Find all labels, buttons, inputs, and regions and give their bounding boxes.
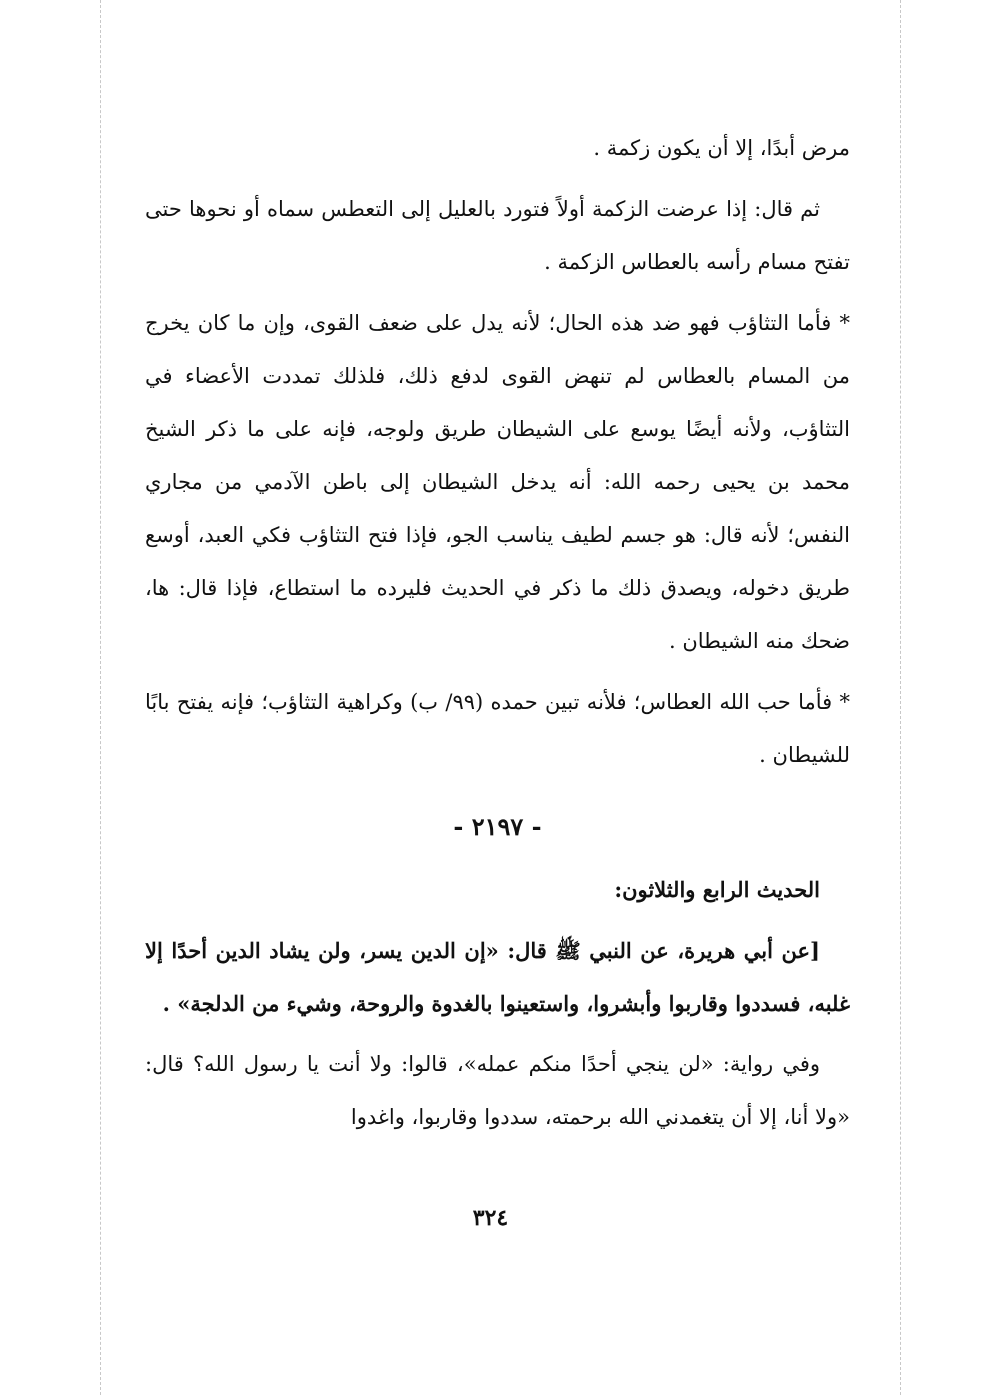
- margin-guide-left: [100, 0, 101, 1395]
- page-number: ٣٢٤: [472, 1205, 509, 1231]
- hadith-riwaya: وفي رواية: «لن ينجي أحدًا منكم عمله»، قالوا: ولا أنت يا رسول الله؟ قال: «ولا أنا، إلا أن يتغمدني الله برحمته، سددوا وقاربوا، واغدوا: [145, 1052, 850, 1129]
- body-text: [145, 122, 850, 1152]
- paragraph-2: ثم قال: إذا عرضت الزكمة أولاً فتورد بالعليل إلى التعطس سماه أو نحوها حتى تفتح مسام رأسه بالعطاس الزكمة .: [145, 197, 850, 274]
- hadith-number: - ٢١٩٧ -: [453, 812, 542, 841]
- section-title: الحديث الرابع والثلاثون:: [614, 877, 820, 902]
- hadith-text: [عن أبي هريرة، عن النبي ﷺ قال: «إن الدين يسر، ولن يشاد الدين أحدًا إلا غلبه، فسددوا وقاربوا وأبشروا، واستعينوا بالغدوة والروحة، وشيء من الدلجة» .: [145, 938, 850, 1016]
- paragraph-3: * فأما التثاؤب فهو ضد هذه الحال؛ لأنه يدل على ضعف القوى، وإن ما كان يخرج من المسام بالعطاس لم تنهض القوى لدفع ذلك، فلذلك تمددت الأعضاء في التثاؤب، ولأنه أيضًا يوسع على الشيطان طريق ولوجه، فإنه على ما ذكر الشيخ محمد بن يحيى رحمه الله: أنه يدخل الشيطان إلى باطن الآدمي من مجاري النفس؛ لأنه قال: هو جسم لطيف يناسب الجو، فإذا فتح التثاؤب فكي العبد، أوسع طريق دخوله، ويصدق ذلك ما ذكر في الحديث فليرده ما استطاع، فإذا قال: ها، ضحك منه الشيطان .: [145, 311, 850, 653]
- margin-guide-right: [900, 0, 901, 1395]
- paragraph-1: مرض أبدًا، إلا أن يكون زكمة .: [593, 136, 850, 160]
- paragraph-4: * فأما حب الله العطاس؛ فلأنه تبين حمده (٩٩/ ب) وكراهية التثاؤب؛ فإنه يفتح بابًا للشيطان .: [145, 690, 850, 767]
